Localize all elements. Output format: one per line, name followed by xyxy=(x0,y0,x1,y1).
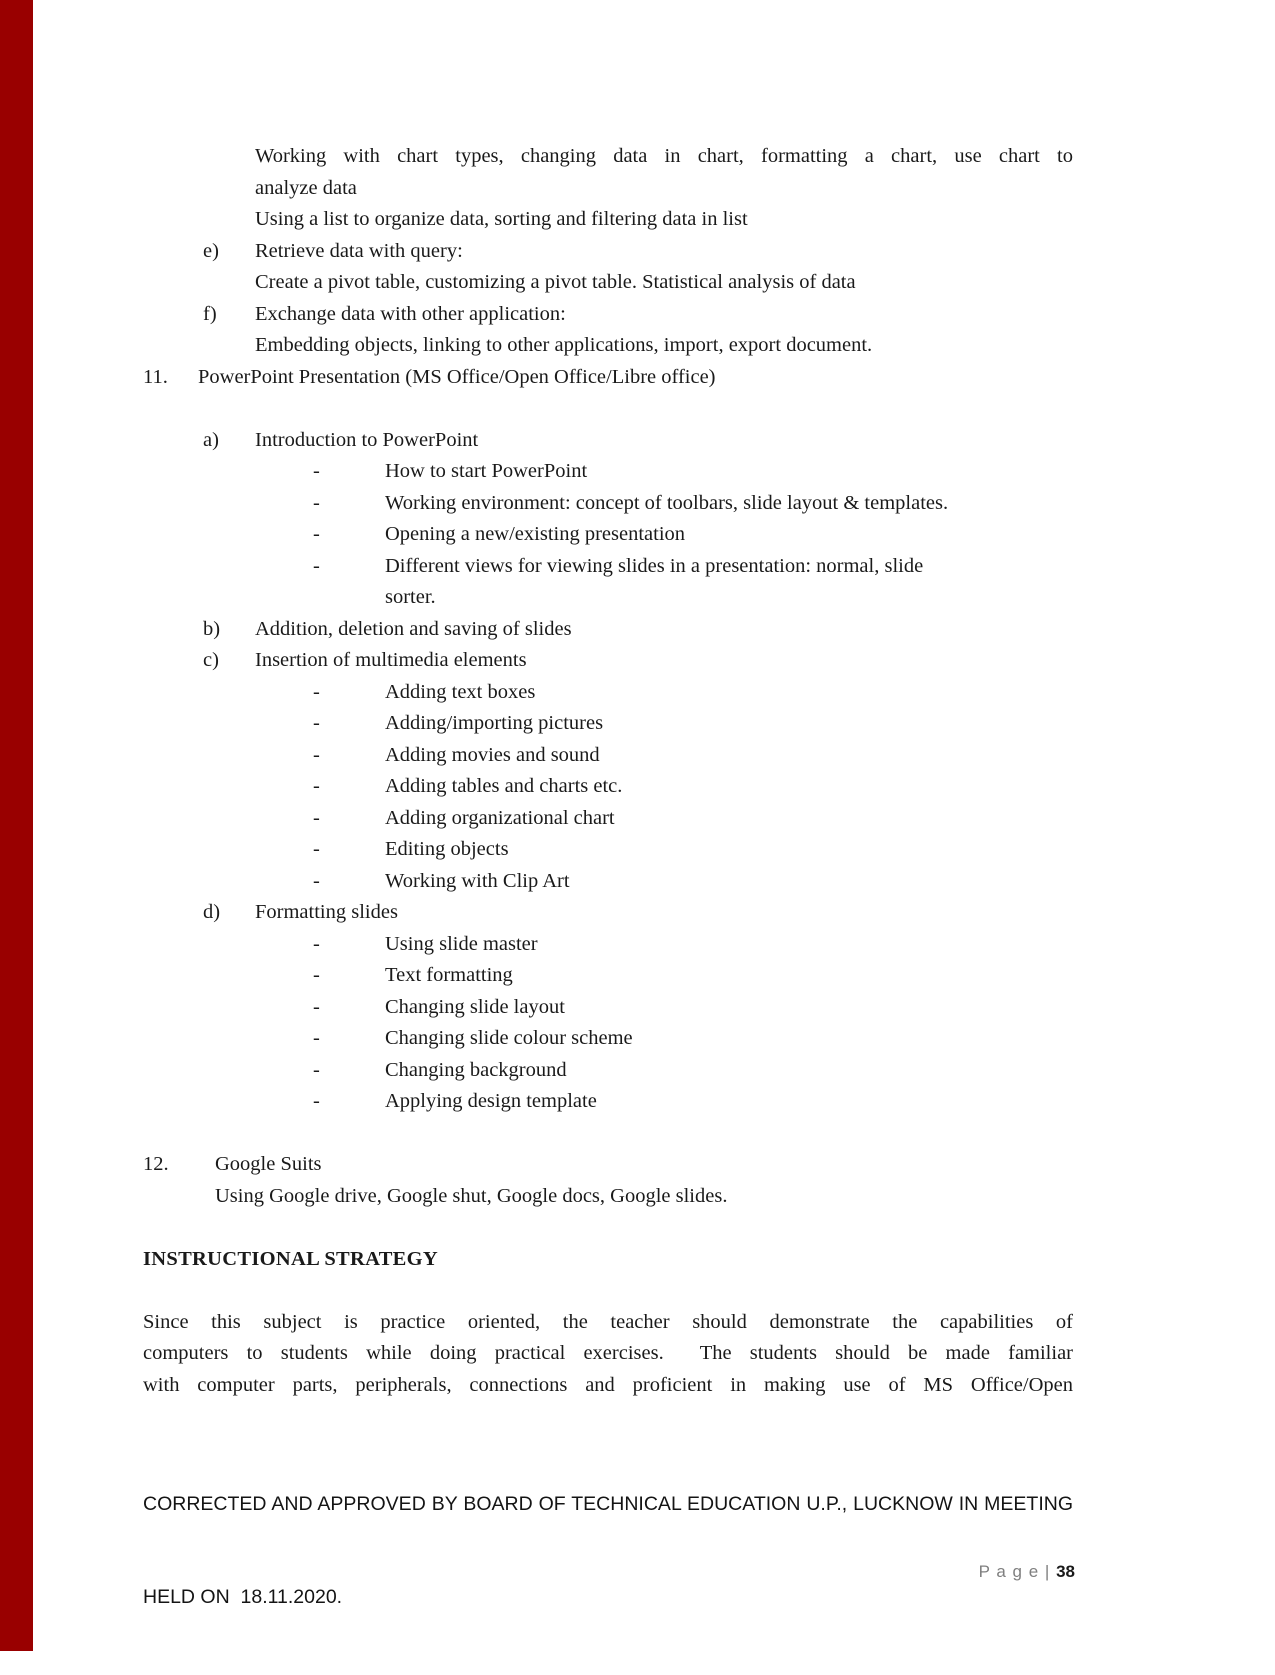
doc-line xyxy=(143,236,1073,268)
list-marker: d) xyxy=(203,901,221,923)
line-text: Addition, deletion and saving of slides xyxy=(255,617,572,640)
list-marker: - xyxy=(313,1090,320,1112)
list-marker: - xyxy=(313,743,320,766)
line-text: Adding tables and charts etc. xyxy=(385,775,623,797)
list-marker: a) xyxy=(203,428,219,451)
line-text: Retrieve data with query: xyxy=(255,239,463,262)
list-marker: - xyxy=(313,806,320,829)
page-number-value: 38 xyxy=(1056,1562,1075,1581)
line-text: Since this subject is practice oriented, the teacher should demonstrate the capabilities of xyxy=(143,1310,1073,1333)
line-text: Changing slide layout xyxy=(385,995,565,1018)
doc-line xyxy=(143,677,1073,709)
doc-line xyxy=(143,645,1073,677)
doc-line xyxy=(143,803,1073,835)
line-text: Changing slide colour scheme xyxy=(385,1027,633,1049)
doc-line xyxy=(143,582,1073,614)
doc-line xyxy=(143,299,1073,331)
left-margin-bar xyxy=(0,0,33,1651)
page-number-separator: | xyxy=(1044,1562,1051,1581)
line-text: Working environment: concept of toolbars, slide layout & templates. xyxy=(385,491,949,514)
list-marker: - xyxy=(313,995,320,1018)
line-text: sorter. xyxy=(385,586,436,608)
document-lines xyxy=(143,141,1073,1401)
line-text: Working with chart types, changing data in chart, formatting a chart, use chart to xyxy=(255,145,1073,167)
doc-line xyxy=(143,519,1073,551)
doc-line xyxy=(143,551,1073,583)
doc-line xyxy=(143,1338,1073,1370)
line-text: PowerPoint Presentation (MS Office/Open Office/Libre office) xyxy=(198,365,716,388)
doc-line xyxy=(143,456,1073,488)
doc-line xyxy=(143,330,1073,362)
list-marker: 11. xyxy=(143,365,168,388)
doc-line xyxy=(143,1149,1073,1181)
doc-line xyxy=(143,929,1073,961)
doc-line xyxy=(143,897,1073,929)
line-text: Insertion of multimedia elements xyxy=(255,649,527,671)
line-text: Adding/importing pictures xyxy=(385,712,604,734)
list-marker: - xyxy=(313,680,320,703)
line-text: Using slide master xyxy=(385,932,538,955)
blank-line xyxy=(143,393,1073,425)
blank-line xyxy=(143,1275,1073,1307)
list-marker: 12. xyxy=(143,1153,169,1175)
line-text: INSTRUCTIONAL STRATEGY xyxy=(143,1247,439,1270)
list-marker: - xyxy=(313,1027,320,1049)
list-marker: - xyxy=(313,460,320,482)
list-marker: c) xyxy=(203,649,219,671)
list-marker: - xyxy=(313,712,320,734)
line-text: Formatting slides xyxy=(255,901,398,923)
line-text: Using Google drive, Google shut, Google docs, Google slides. xyxy=(215,1184,728,1207)
doc-line xyxy=(143,771,1073,803)
line-text: Working with Clip Art xyxy=(385,869,570,892)
list-marker: - xyxy=(313,554,320,577)
page-number xyxy=(979,1562,1075,1582)
line-text: Google Suits xyxy=(215,1153,322,1175)
line-text: Adding text boxes xyxy=(385,680,536,703)
line-text: analyze data xyxy=(255,176,357,199)
approval-note-line: CORRECTED AND APPROVED BY BOARD OF TECHNICAL EDUCATION U.P., LUCKNOW IN MEETING xyxy=(143,1493,1073,1515)
list-marker: b) xyxy=(203,617,221,640)
doc-line xyxy=(143,1023,1073,1055)
document-content xyxy=(143,141,1073,1401)
line-text: Adding movies and sound xyxy=(385,743,600,766)
line-text: Editing objects xyxy=(385,838,509,860)
doc-line xyxy=(143,960,1073,992)
list-marker: - xyxy=(313,869,320,892)
doc-line xyxy=(143,1370,1073,1402)
doc-line xyxy=(143,362,1073,394)
line-text: Adding organizational chart xyxy=(385,806,615,829)
list-marker: e) xyxy=(203,239,219,262)
doc-line xyxy=(143,1055,1073,1087)
blank-line xyxy=(143,1212,1073,1244)
line-text: with computer parts, peripherals, connections and proficient in making use of MS Office/Open xyxy=(143,1373,1073,1396)
line-text: Different views for viewing slides in a presentation: normal, slide xyxy=(385,554,924,577)
list-marker: - xyxy=(313,932,320,955)
doc-line xyxy=(143,740,1073,772)
doc-line xyxy=(143,614,1073,646)
doc-line xyxy=(143,1181,1073,1213)
line-text: Introduction to PowerPoint xyxy=(255,428,479,451)
section-heading xyxy=(143,1244,1073,1276)
line-text: Using a list to organize data, sorting and filtering data in list xyxy=(255,208,748,230)
list-marker: - xyxy=(313,775,320,797)
approval-note xyxy=(143,1427,1073,1675)
list-marker: - xyxy=(313,964,320,986)
blank-line xyxy=(143,1118,1073,1150)
list-marker: - xyxy=(313,838,320,860)
doc-line xyxy=(143,866,1073,898)
doc-line xyxy=(143,204,1073,236)
list-marker: - xyxy=(313,491,320,514)
line-text: Applying design template xyxy=(385,1090,597,1112)
approval-note-line: HELD ON 18.11.2020. xyxy=(143,1586,343,1608)
doc-line xyxy=(143,1307,1073,1339)
doc-line xyxy=(143,1086,1073,1118)
line-text: Create a pivot table, customizing a pivot table. Statistical analysis of data xyxy=(255,271,856,293)
line-text: Text formatting xyxy=(385,964,513,986)
doc-line xyxy=(143,992,1073,1024)
line-text: Exchange data with other application: xyxy=(255,302,566,325)
line-text: How to start PowerPoint xyxy=(385,460,588,482)
line-text: Embedding objects, linking to other applications, import, export document. xyxy=(255,334,873,356)
line-text: Changing background xyxy=(385,1058,567,1081)
line-text: computers to students while doing practical exercises. The students should be made familiar xyxy=(143,1342,1073,1364)
line-text: Opening a new/existing presentation xyxy=(385,523,686,545)
doc-line xyxy=(143,425,1073,457)
list-marker: - xyxy=(313,1058,320,1081)
doc-line xyxy=(143,267,1073,299)
doc-line xyxy=(143,834,1073,866)
list-marker: - xyxy=(313,523,320,545)
list-marker: f) xyxy=(203,302,217,325)
doc-line xyxy=(143,141,1073,173)
page-number-label: P a g e xyxy=(978,1562,1040,1581)
doc-line xyxy=(143,488,1073,520)
doc-line xyxy=(143,173,1073,205)
doc-line xyxy=(143,708,1073,740)
